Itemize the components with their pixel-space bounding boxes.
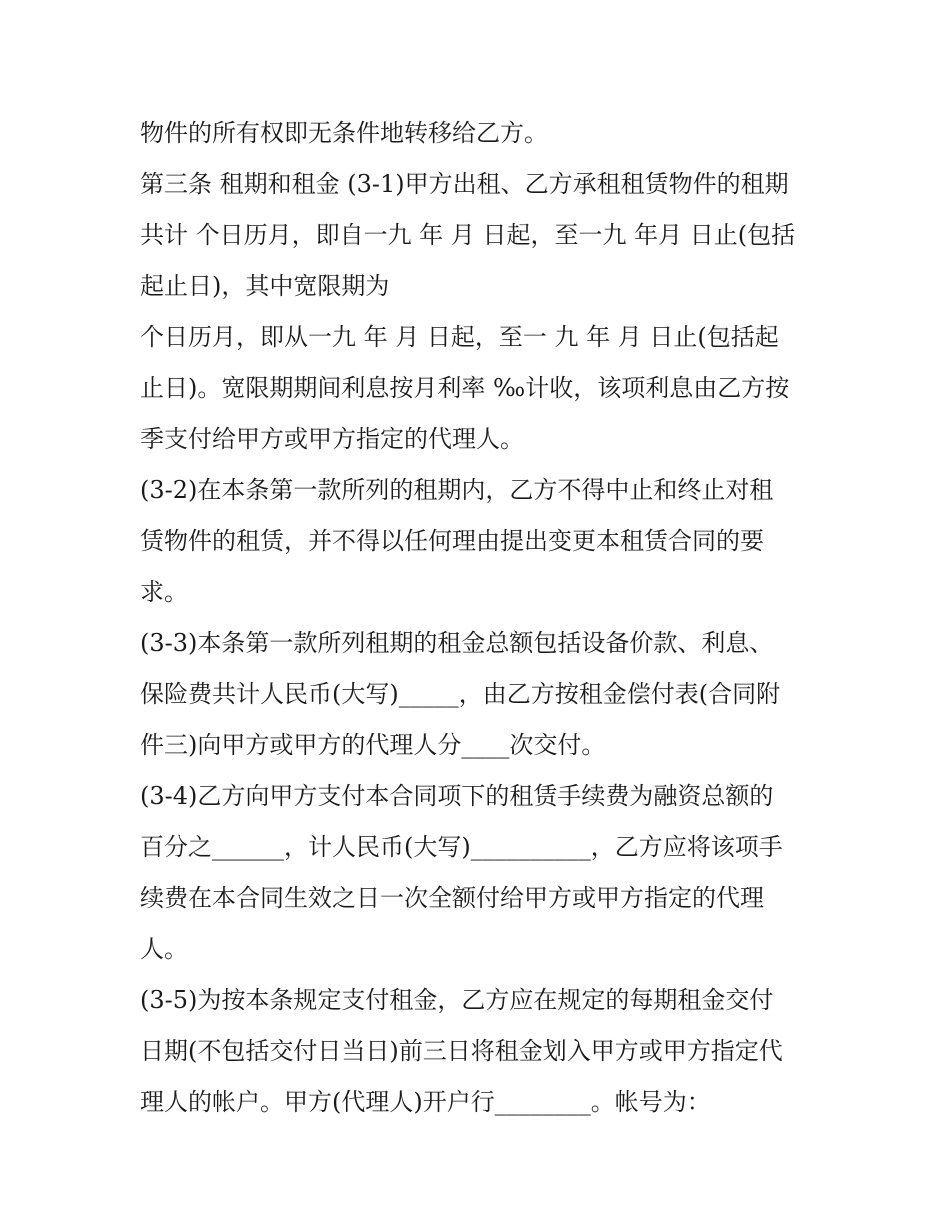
text-line-17: 人。 [140, 935, 188, 963]
text-line-9: 赁物件的租赁，并不得以任何理由提出变更本租赁合同的要 [140, 527, 764, 555]
text-line-19: 日期(不包括交付日当日)前三日将租金划入甲方或甲方指定代 [140, 1037, 783, 1065]
text-line-18: (3-5)为按本条规定支付租金，乙方应在规定的每期租金交付 [140, 986, 774, 1014]
text-line-4: 起止日)，其中宽限期为 [140, 272, 390, 300]
text-line-3: 共计 个日历月，即自一九 年 月 日起，至一九 年月 日止(包括 [140, 221, 796, 249]
document-body [140, 108, 820, 1128]
text-line-15: 百分之______，计人民币(大写)__________，乙方应将该项手 [140, 833, 783, 861]
text-line-12: 保险费共计人民币(大写)_____，由乙方按租金偿付表(合同附 [140, 680, 781, 708]
text-line-8: (3-2)在本条第一款所列的租期内，乙方不得中止和终止对租 [140, 476, 774, 504]
text-line-1: 物件的所有权即无条件地转移给乙方。 [140, 119, 548, 147]
text-line-7: 季支付给甲方或甲方指定的代理人。 [140, 425, 524, 453]
text-line-14: (3-4)乙方向甲方支付本合同项下的租赁手续费为融资总额的 [140, 782, 774, 810]
text-line-16: 续费在本合同生效之日一次全额付给甲方或甲方指定的代理 [140, 884, 764, 912]
text-line-5: 个日历月，即从一九 年 月 日起，至一 九 年 月 日止(包括起 [140, 323, 779, 351]
text-line-13: 件三)向甲方或甲方的代理人分____次交付。 [140, 731, 606, 759]
text-line-2: 第三条 租期和租金 (3-1)甲方出租、乙方承租租赁物件的租期 [140, 170, 789, 198]
text-line-6: 止日)。宽限期期间利息按月利率 ‰计收，该项利息由乙方按 [140, 374, 790, 402]
text-line-11: (3-3)本条第一款所列租期的租金总额包括设备价款、利息、 [140, 629, 774, 657]
text-line-10: 求。 [140, 578, 188, 606]
text-line-20: 理人的帐户。甲方(代理人)开户行________。帐号为： [140, 1088, 711, 1116]
